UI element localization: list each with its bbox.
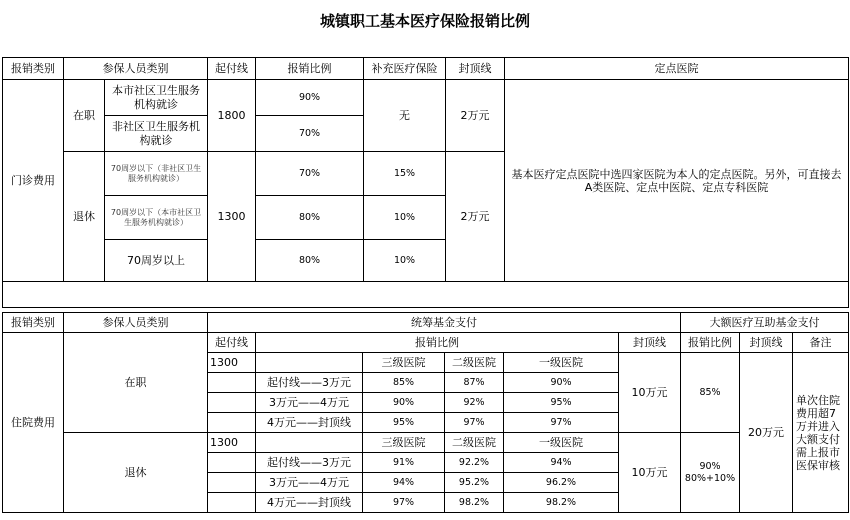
inpatient-subheader-row — [3, 333, 849, 353]
ratio-value: 90% — [256, 80, 364, 116]
subheader-note: 备注 — [793, 333, 849, 353]
range-cell — [256, 433, 363, 453]
page-title: 城镇职工基本医疗保险报销比例 — [319, 12, 530, 30]
blank-cell — [208, 473, 256, 493]
person-retired: 退休 — [64, 152, 105, 282]
rate-value: 95% — [504, 393, 619, 413]
range-label: 起付线——3万元 — [256, 373, 363, 393]
header-supplement: 补充医疗保险 — [364, 58, 446, 80]
rate-value: 97% — [504, 413, 619, 433]
deductible-value: 1300 — [208, 152, 256, 282]
rate-value: 98.2% — [504, 493, 619, 513]
range-label: 3万元——4万元 — [256, 393, 363, 413]
person-type: 本市社区卫生服务机构就诊 — [105, 80, 208, 116]
mutual-ratio-value — [681, 433, 740, 513]
table-row — [3, 80, 849, 116]
cap-value: 10万元 — [619, 353, 681, 433]
table-row — [3, 433, 849, 453]
mutual-ratio-value: 85% — [681, 353, 740, 433]
rate-value: 92% — [445, 393, 504, 413]
header-category: 报销类别 — [3, 313, 64, 333]
rate-value: 91% — [363, 453, 445, 473]
level-1: 一级医院 — [504, 433, 619, 453]
person-type: 非社区卫生服务机构就诊 — [105, 116, 208, 152]
cap-value: 2万元 — [446, 152, 505, 282]
header-category: 报销类别 — [3, 58, 64, 80]
ratio-value: 80% — [256, 196, 364, 240]
supplement-value: 10% — [364, 240, 446, 282]
inpatient-header-row — [3, 313, 849, 333]
level-3: 三级医院 — [363, 433, 445, 453]
subheader-mutual-cap: 封顶线 — [740, 333, 793, 353]
range-cell — [256, 353, 363, 373]
range-label: 4万元——封顶线 — [256, 493, 363, 513]
deductible-value: 1300 — [208, 433, 256, 453]
cap-value: 2万元 — [446, 80, 505, 152]
ratio-value: 70% — [256, 152, 364, 196]
hospital-note: 基本医疗定点医院中选四家医院为本人的定点医院。另外，可直接去A类医院、定点中医院、定点专科医院 — [505, 80, 849, 282]
outpatient-header-row — [3, 58, 849, 80]
deductible-value: 1800 — [208, 80, 256, 152]
range-label: 起付线——3万元 — [256, 453, 363, 473]
rate-value: 90% — [363, 393, 445, 413]
rate-value: 95% — [363, 413, 445, 433]
header-ratio: 报销比例 — [256, 58, 364, 80]
rate-value: 97% — [363, 493, 445, 513]
header-person: 参保人员类别 — [64, 313, 208, 333]
header-deductible: 起付线 — [208, 58, 256, 80]
ratio-value: 70% — [256, 116, 364, 152]
mutual-ratio-a: 90% — [699, 460, 721, 472]
supplement-value: 10% — [364, 196, 446, 240]
header-fund: 统筹基金支付 — [208, 313, 681, 333]
header-hospital: 定点医院 — [505, 58, 849, 80]
header-cap: 封顶线 — [446, 58, 505, 80]
supplement-value: 15% — [364, 152, 446, 196]
rate-value: 87% — [445, 373, 504, 393]
range-label: 3万元——4万元 — [256, 473, 363, 493]
person-employed: 在职 — [64, 333, 208, 433]
rate-value: 92.2% — [445, 453, 504, 473]
subheader-mutual-ratio: 报销比例 — [681, 333, 740, 353]
rate-value: 90% — [504, 373, 619, 393]
ratio-value: 80% — [256, 240, 364, 282]
subheader-cap: 封顶线 — [619, 333, 681, 353]
rate-value: 97% — [445, 413, 504, 433]
person-type: 70周岁以下（本市社区卫生服务机构就诊） — [105, 196, 208, 240]
level-2: 二级医院 — [445, 433, 504, 453]
category-outpatient: 门诊费用 — [3, 80, 64, 282]
category-inpatient: 住院费用 — [3, 333, 64, 513]
rate-value: 95.2% — [445, 473, 504, 493]
level-2: 二级医院 — [445, 353, 504, 373]
rate-value: 98.2% — [445, 493, 504, 513]
rate-value: 96.2% — [504, 473, 619, 493]
person-retired: 退休 — [64, 433, 208, 513]
blank-cell — [208, 413, 256, 433]
blank-cell — [208, 393, 256, 413]
mutual-ratio-b: 80%+10% — [684, 472, 736, 484]
header-mutual: 大额医疗互助基金支付 — [681, 313, 849, 333]
rate-value: 85% — [363, 373, 445, 393]
subheader-deductible: 起付线 — [208, 333, 256, 353]
spacer-cell — [3, 282, 849, 308]
supplement-value: 无 — [364, 80, 446, 152]
outpatient-table — [2, 57, 849, 308]
level-3: 三级医院 — [363, 353, 445, 373]
blank-cell — [208, 493, 256, 513]
person-type: 70周岁以上 — [105, 240, 208, 282]
rate-value: 94% — [504, 453, 619, 473]
mutual-cap-value: 20万元 — [740, 353, 793, 513]
person-type: 70周岁以下（非社区卫生服务机构就诊） — [105, 152, 208, 196]
header-person: 参保人员类别 — [64, 58, 208, 80]
blank-cell — [208, 373, 256, 393]
remark-note: 单次住院费用超7万并进入大额支付需上报市医保审核 — [793, 353, 849, 513]
rate-value: 94% — [363, 473, 445, 493]
cap-value: 10万元 — [619, 433, 681, 513]
spacer-row — [3, 282, 849, 308]
subheader-ratio: 报销比例 — [256, 333, 619, 353]
blank-cell — [208, 453, 256, 473]
person-employed: 在职 — [64, 80, 105, 152]
deductible-value: 1300 — [208, 353, 256, 373]
inpatient-table — [2, 312, 849, 513]
level-1: 一级医院 — [504, 353, 619, 373]
range-label: 4万元——封顶线 — [256, 413, 363, 433]
